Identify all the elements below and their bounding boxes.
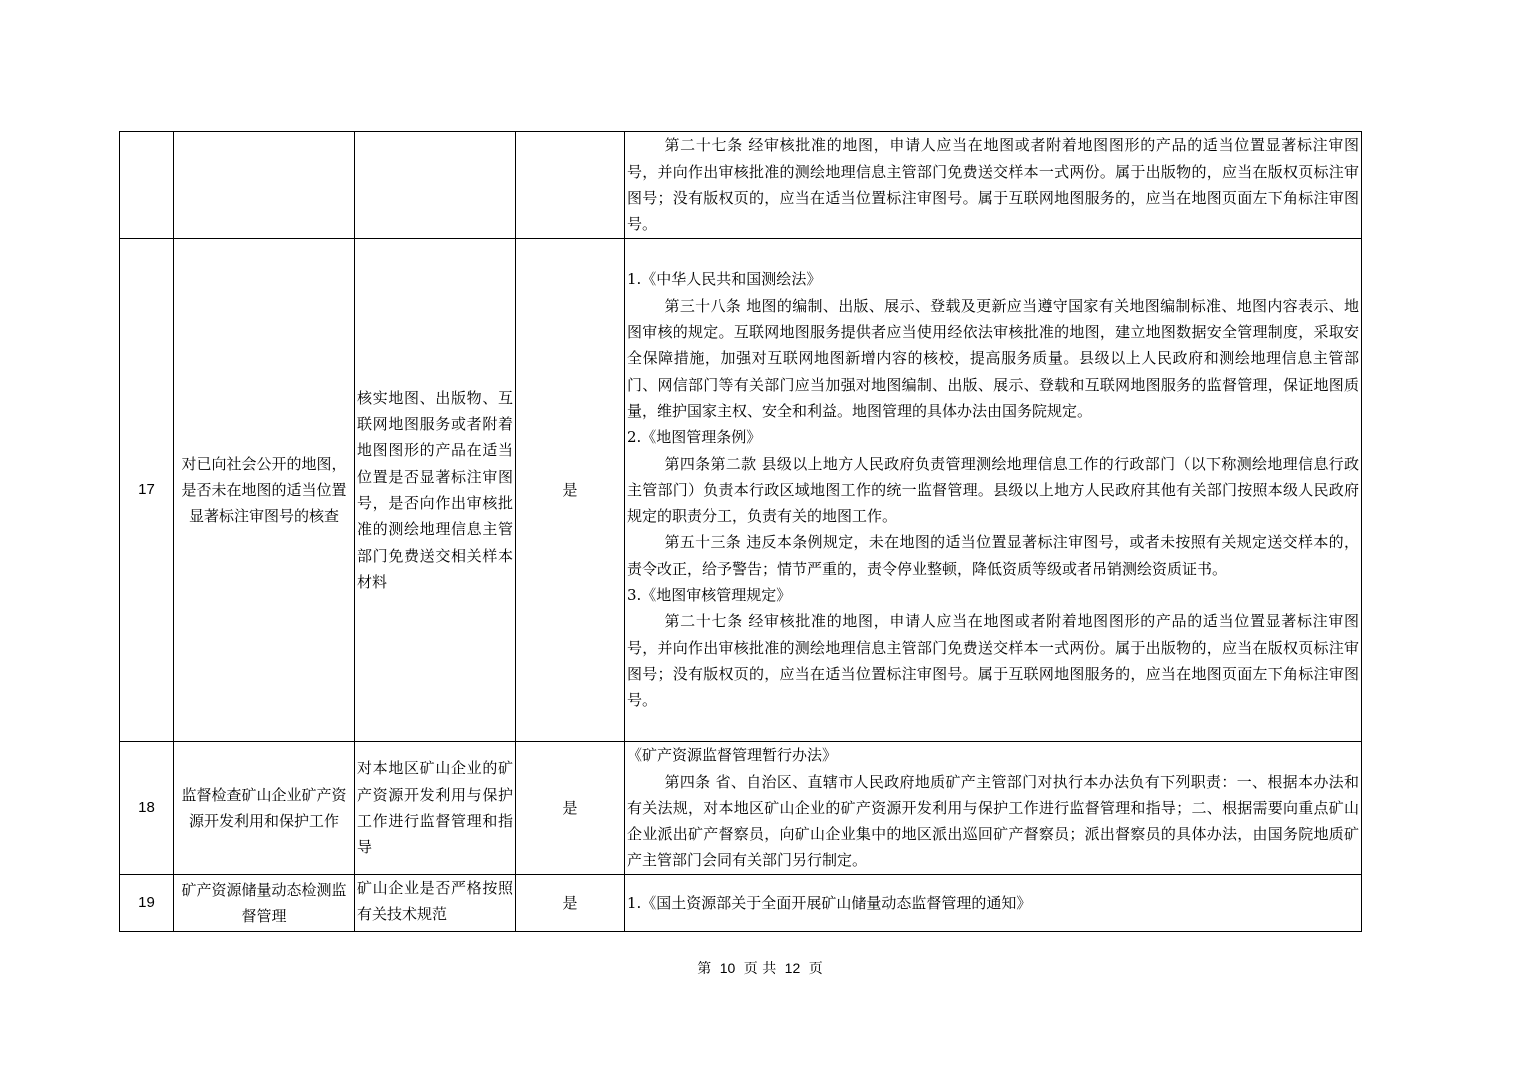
legal-basis-cell [625, 875, 1362, 932]
page-footer [0, 958, 1520, 978]
table-row [120, 742, 1362, 875]
row-number-cell: 17 [120, 239, 174, 742]
legal-basis-cell [625, 239, 1362, 742]
page-middle: 页 共 [743, 961, 777, 977]
basis-heading: 2.《地图管理条例》 [627, 428, 762, 447]
basis-paragraph: 第二十七条 经审核批准的地图，申请人应当在地图或者附着地图图形的产品的适当位置显著标注审图号，并向作出审核批准的测绘地理信息主管部门免费送交样本一式两份。属于出版物的，应当在版权页标注审图号；没有版权页的，应当在适当位置标注审图号。属于互联网地图服务的，应当在地图页面左下角标注审图号。 [627, 612, 1359, 710]
basis-heading: 3.《地图审核管理规定》 [627, 586, 792, 605]
item-cell: 对已向社会公开的地图，是否未在地图的适当位置显著标注审图号的核查 [174, 239, 355, 742]
applicable-cell: 是 [516, 875, 625, 932]
method-cell: 对本地区矿山企业的矿产资源开发利用与保护工作进行监督管理和指导 [355, 742, 516, 875]
table-row [120, 875, 1362, 932]
basis-paragraph: 第四条第二款 县级以上地方人民政府负责管理测绘地理信息工作的行政部门（以下称测绘地理信息行政主管部门）负责本行政区域地图工作的统一监督管理。县级以上地方人民政府其他有关部门按照本级人民政府规定的职责分工，负责有关的地图工作。 [627, 454, 1359, 526]
row-number-cell: 19 [120, 875, 174, 932]
page-suffix: 页 [808, 961, 823, 977]
basis-paragraph: 第三十八条 地图的编制、出版、展示、登载及更新应当遵守国家有关地图编制标准、地图内容表示、地图审核的规定。互联网地图服务提供者应当使用经依法审核批准的地图，建立地图数据安全管理制度，采取安全保障措施，加强对互联网地图新增内容的核校，提高服务质量。县级以上人民政府和测绘地理信息主管部门、网信部门等有关部门应当加强对地图编制、出版、展示、登载和互联网地图服务的监督管理，保证地图质量，维护国家主权、安全和利益。地图管理的具体办法由国务院规定。 [627, 296, 1359, 420]
method-cell: 核实地图、出版物、互联网地图服务或者附着地图图形的产品在适当位置是否显著标注审图号，是否向作出审核批准的测绘地理信息主管部门免费送交相关样本材料 [355, 239, 516, 742]
basis-heading: 《矿产资源监督管理暂行办法》 [627, 746, 838, 765]
total-page-number: 12 [784, 960, 801, 976]
legal-basis-cell [625, 742, 1362, 875]
basis-heading: 1.《中华人民共和国测绘法》 [627, 270, 822, 289]
item-cell: 监督检查矿山企业矿产资源开发利用和保护工作 [174, 742, 355, 875]
applicable-cell: 是 [516, 742, 625, 875]
applicable-cell [516, 132, 625, 239]
basis-paragraph: 第二十七条 经审核批准的地图，申请人应当在地图或者附着地图图形的产品的适当位置显著标注审图号，并向作出审核批准的测绘地理信息主管部门免费送交样本一式两份。属于出版物的，应当在版权页标注审图号；没有版权页的，应当在适当位置标注审图号。属于互联网地图服务的，应当在地图页面左下角标注审图号。 [627, 136, 1359, 234]
basis-paragraph: 第四条 省、自治区、直辖市人民政府地质矿产主管部门对执行本办法负有下列职责：一、根据本办法和有关法规，对本地区矿山企业的矿产资源开发利用与保护工作进行监督管理和指导；二、根据需要向重点矿山企业派出矿产督察员，向矿山企业集中的地区派出巡回矿产督察员；派出督察员的具体办法，由国务院地质矿产主管部门会同有关部门另行制定。 [627, 772, 1359, 870]
table-row [120, 132, 1362, 239]
table-row [120, 239, 1362, 742]
legal-basis-cell [625, 132, 1362, 239]
regulation-table [119, 131, 1362, 932]
item-cell: 矿产资源储量动态检测监督管理 [174, 875, 355, 932]
method-cell [355, 132, 516, 239]
applicable-cell: 是 [516, 239, 625, 742]
row-number-cell [120, 132, 174, 239]
page-prefix: 第 [697, 961, 712, 977]
item-cell [174, 132, 355, 239]
row-number-cell: 18 [120, 742, 174, 875]
current-page-number: 10 [719, 960, 736, 976]
basis-heading: 1.《国土资源部关于全面开展矿山储量动态监督管理的通知》 [627, 893, 1032, 912]
basis-paragraph: 第五十三条 违反本条例规定，未在地图的适当位置显著标注审图号，或者未按照有关规定送交样本的，责令改正，给予警告；情节严重的，责令停业整顿，降低资质等级或者吊销测绘资质证书。 [627, 533, 1359, 578]
method-cell: 矿山企业是否严格按照有关技术规范 [355, 875, 516, 932]
